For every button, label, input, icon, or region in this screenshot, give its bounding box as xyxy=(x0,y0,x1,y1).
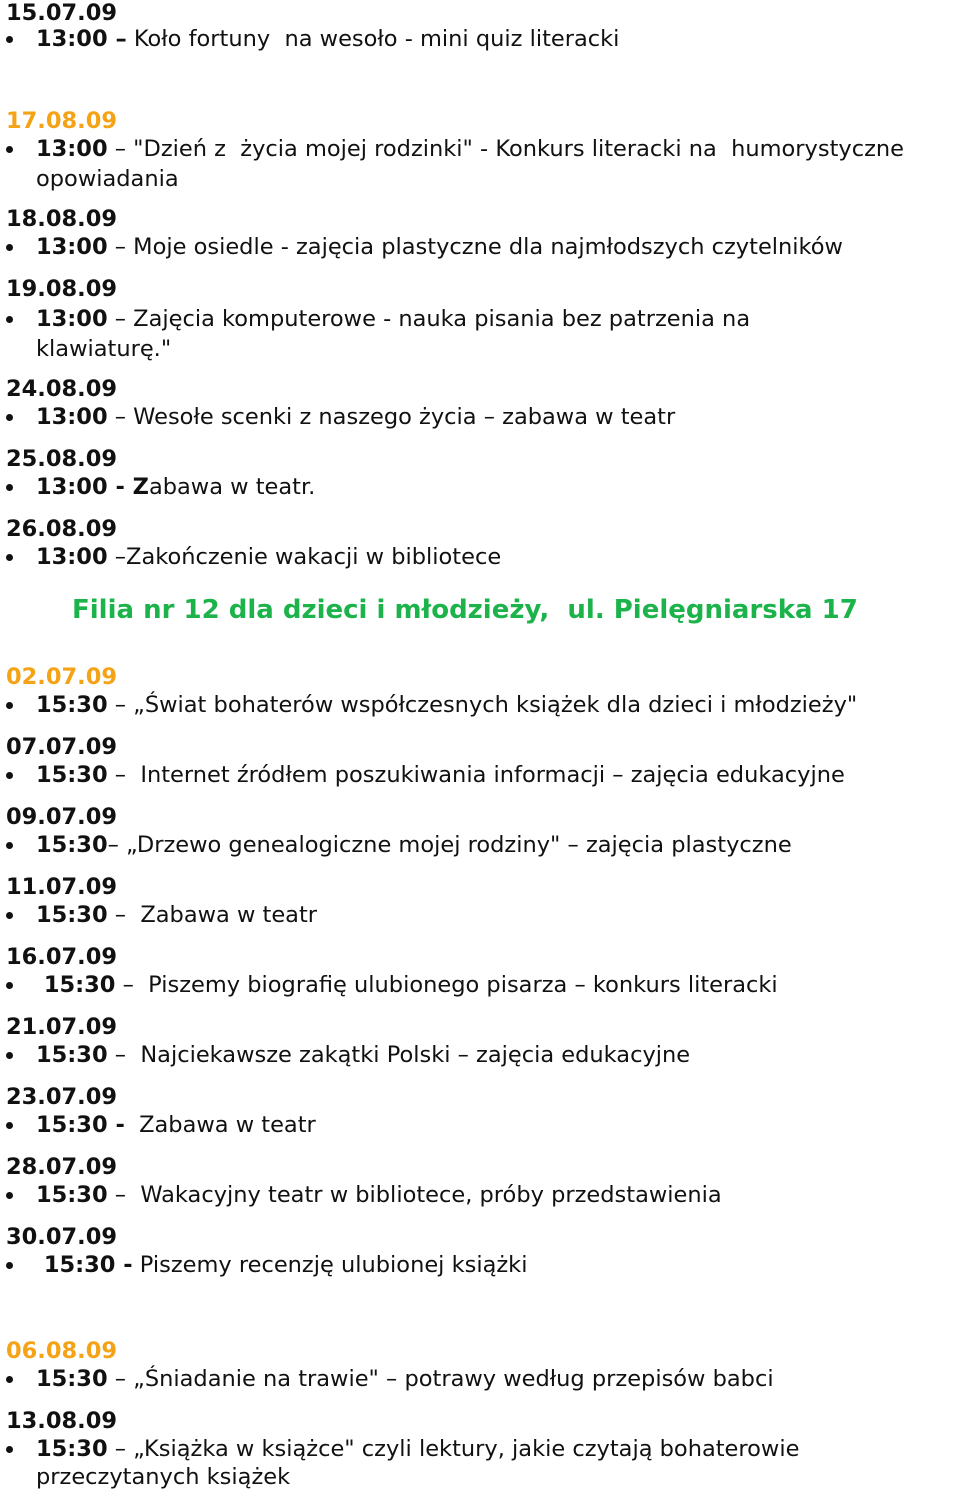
bullet-icon xyxy=(6,36,13,43)
event-time: 15:30 xyxy=(36,1182,108,1208)
event-time: 13:00 - Z xyxy=(36,474,149,500)
bullet-icon xyxy=(6,316,13,323)
event-desc: – Internet źródłem poszukiwania informacji – zajęcia edukacyjne xyxy=(107,762,845,788)
event-time: 15:30 xyxy=(36,832,108,858)
bullet-icon xyxy=(6,244,13,251)
date-28-07: 28.07.09 xyxy=(6,1154,118,1180)
event-time: 13:00 – xyxy=(36,26,127,52)
event-desc: – Zabawa w teatr xyxy=(107,902,318,928)
bullet-icon xyxy=(6,1262,13,1269)
event-time: 15:30 xyxy=(36,1042,108,1068)
event-desc: – Najciekawsze zakątki Polski – zajęcia edukacyjne xyxy=(107,1042,691,1068)
bullet-icon xyxy=(6,1192,13,1199)
bullet-icon xyxy=(6,146,13,153)
section-heading: Filia nr 12 dla dzieci i młodzieży, ul. Pielęgniarska 17 xyxy=(72,595,858,625)
event-time: 15:30 xyxy=(36,692,108,718)
date-07-07: 07.07.09 xyxy=(6,734,118,760)
bullet-icon xyxy=(6,702,13,709)
bullet-icon xyxy=(6,1122,13,1129)
date-16-07: 16.07.09 xyxy=(6,944,118,970)
event-time: 15:30 xyxy=(36,902,108,928)
bullet-icon xyxy=(6,842,13,849)
bullet-icon xyxy=(6,1376,13,1383)
bullet-icon xyxy=(6,982,13,989)
event-time: 15:30 xyxy=(36,1436,108,1462)
event-desc: abawa w teatr. xyxy=(148,474,316,500)
event-time: 15:30 xyxy=(36,972,116,998)
bullet-icon xyxy=(6,772,13,779)
event-desc: Zabawa w teatr xyxy=(124,1112,316,1138)
date-06-08: 06.08.09 xyxy=(6,1338,118,1364)
event-time: 15:30 xyxy=(36,762,108,788)
date-21-07: 21.07.09 xyxy=(6,1014,118,1040)
date-02-07: 02.07.09 xyxy=(6,664,118,690)
date-15-07: 15.07.09 xyxy=(6,0,118,26)
bullet-icon xyxy=(6,414,13,421)
date-24-08: 24.08.09 xyxy=(6,376,118,402)
date-25-08: 25.08.09 xyxy=(6,446,118,472)
event-time: 13:00 xyxy=(36,544,108,570)
date-17-08: 17.08.09 xyxy=(6,108,118,134)
event-desc: – Wesołe scenki z naszego życia – zabawa w teatr xyxy=(107,404,676,430)
bullet-icon xyxy=(6,484,13,491)
date-30-07: 30.07.09 xyxy=(6,1224,118,1250)
event-desc: – „Śniadanie na trawie" – potrawy według przepisów babci xyxy=(107,1366,774,1392)
date-09-07: 09.07.09 xyxy=(6,804,118,830)
event-desc: – „Świat bohaterów współczesnych książek dla dzieci i młodzieży" xyxy=(107,692,858,718)
event-desc: –Zakończenie wakacji w bibliotece xyxy=(107,544,502,570)
date-23-07: 23.07.09 xyxy=(6,1084,118,1110)
event-desc: – Wakacyjny teatr w bibliotece, próby przedstawienia xyxy=(107,1182,722,1208)
bullet-icon xyxy=(6,912,13,919)
event-desc: – „Książka w książce" czyli lektury, jakie czytają bohaterowie xyxy=(107,1436,800,1462)
event-time: 15:30 - xyxy=(36,1252,133,1278)
event-desc: – "Dzień z życia mojej rodzinki" - Konkurs literacki na humorystyczne xyxy=(107,136,904,162)
event-time: 13:00 xyxy=(36,404,108,430)
event-time: 13:00 xyxy=(36,306,108,332)
date-26-08: 26.08.09 xyxy=(6,516,118,542)
event-time: 15:30 xyxy=(36,1366,108,1392)
event-desc: – Zajęcia komputerowe - nauka pisania bez patrzenia na xyxy=(107,306,751,332)
bullet-icon xyxy=(6,1446,13,1453)
event-time: 13:00 xyxy=(36,136,108,162)
event-desc: Piszemy recenzję ulubionej książki xyxy=(132,1252,528,1278)
event-desc: Koło fortuny na wesoło - mini quiz literacki xyxy=(126,26,620,52)
event-desc: – Piszemy biografię ulubionego pisarza – konkurs literacki xyxy=(115,972,778,998)
bullet-icon xyxy=(6,1052,13,1059)
event-desc: – „Drzewo genealogiczne mojej rodziny" – zajęcia plastyczne xyxy=(107,832,792,858)
event-time: 15:30 - xyxy=(36,1112,125,1138)
date-11-07: 11.07.09 xyxy=(6,874,118,900)
bullet-icon xyxy=(6,554,13,561)
event-desc: – Moje osiedle - zajęcia plastyczne dla najmłodszych czytelników xyxy=(107,234,843,260)
date-19-08: 19.08.09 xyxy=(6,276,118,302)
date-13-08: 13.08.09 xyxy=(6,1408,118,1434)
event-time: 13:00 xyxy=(36,234,108,260)
date-18-08: 18.08.09 xyxy=(6,206,118,232)
